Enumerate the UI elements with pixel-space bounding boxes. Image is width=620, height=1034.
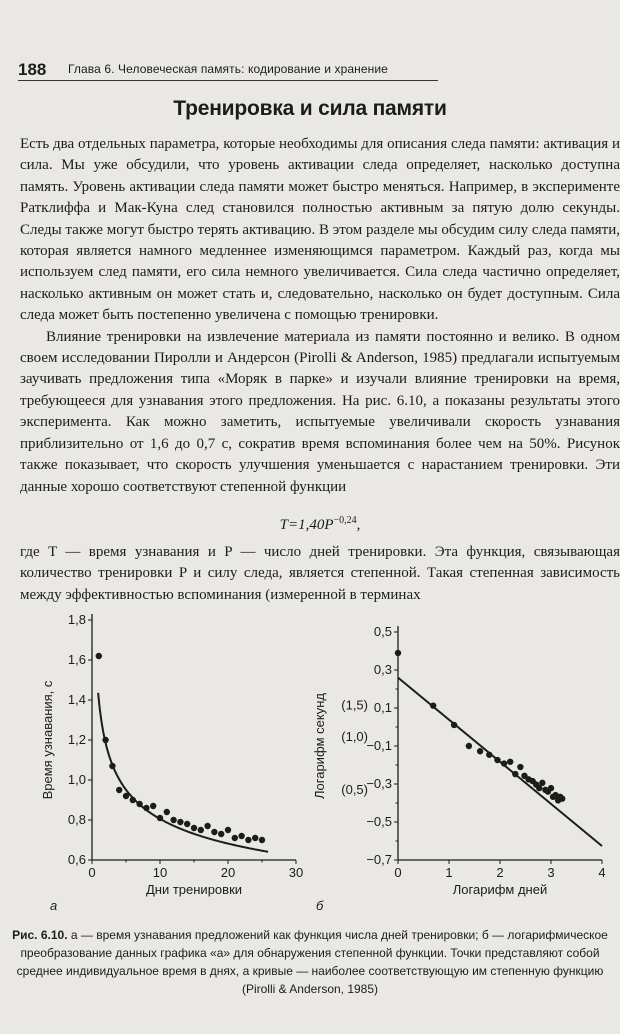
- y-tick-label: 0,1: [373, 700, 392, 715]
- fit-line: [398, 678, 602, 846]
- data-point: [232, 835, 238, 841]
- caption-text: а — время узнавания предложений как функция числа дней тренировки; б — логарифмическое преобразование данных графика «а» для обнаружения степенной функции. Точки представляют собой среднее индивидуальное время в днях, а кривые — наиболее соответствующую им степенную функцию (Pirolli & Anderson, 1985): [16, 928, 608, 996]
- y-tick-label: −0,1: [366, 738, 392, 753]
- y-tick-label: 0,6: [67, 852, 86, 867]
- chart-a: [0, 600, 310, 920]
- panel-b-label: б: [316, 898, 324, 913]
- caption-label: Рис. 6.10.: [12, 928, 68, 942]
- body-text-continued: [20, 542, 620, 606]
- x-tick-label: 2: [496, 865, 504, 880]
- y-secondary-label: (0,5): [341, 781, 368, 797]
- data-point: [477, 748, 483, 754]
- x-tick-label: 3: [547, 865, 555, 880]
- data-point: [559, 795, 565, 801]
- header-rule: [18, 80, 438, 81]
- power-formula: [20, 515, 620, 534]
- y-tick-label: 0,3: [373, 662, 392, 677]
- data-point: [548, 785, 554, 791]
- x-axis-label: Логарифм дней: [452, 882, 548, 897]
- data-point: [204, 823, 210, 829]
- power-curve: [98, 693, 268, 852]
- data-point: [184, 821, 190, 827]
- data-point: [116, 787, 122, 793]
- y-secondary-label: (1,5): [341, 697, 368, 713]
- data-point: [218, 831, 224, 837]
- y-secondary-label: (1,0): [341, 729, 368, 745]
- data-point: [395, 650, 401, 656]
- data-point: [507, 759, 513, 765]
- data-point: [198, 827, 204, 833]
- x-tick-label: 20: [220, 865, 236, 880]
- x-tick-label: 0: [88, 865, 96, 880]
- chapter-title: Глава 6. Человеческая память: кодирование и хранение: [68, 62, 388, 76]
- data-point: [517, 764, 523, 770]
- x-tick-label: 10: [152, 865, 168, 880]
- data-point: [96, 653, 102, 659]
- x-tick-label: 30: [288, 865, 304, 880]
- y-tick-label: −0,5: [366, 814, 392, 829]
- data-point: [539, 780, 545, 786]
- formula-lhs: T=1,40P: [279, 517, 334, 533]
- body-text: [20, 134, 620, 498]
- panel-a-label: а: [50, 898, 58, 913]
- data-point: [238, 833, 244, 839]
- paragraph-3: где T — время узнавания и P — число дней тренировки. Эта функция, связывающая количество тренировки P и силу следа, является степенной. Такая степенная зависимость между эффективностью вспоминания (измеренной в терминах: [20, 544, 620, 603]
- x-tick-label: 1: [445, 865, 453, 880]
- x-tick-label: 0: [394, 865, 402, 880]
- y-tick-label: −0,3: [366, 776, 392, 791]
- paragraph-2: Влияние тренировки на извлечение материала из памяти постоянно и велико. В одном своем исследовании Пиролли и Андерсон (Pirolli & Anderson, 1985) предлагали испытуемым заучивать предложения типа «Моряк в парке» и изучали влияние тренировки на время, требующееся для узнавания этого предложения. На рис. 6.10, а показаны результаты этого эксперимента. Как можно заметить, испытуемые увеличивали скорость узнавания приблизительно от 1,6 до 0,7 с, сократив время вспоминания более чем на 50%. Рисунок также показывает, что скорость улучшения уменьшается с нарастанием тренировки. Эти данные хорошо соответствуют степенной функции: [20, 328, 620, 495]
- data-point: [466, 743, 472, 749]
- chart-b: [310, 600, 620, 920]
- data-point: [170, 817, 176, 823]
- paragraph-1: Есть два отдельных параметра, которые необходимы для описания следа памяти: активация и сила. Мы уже обсудили, что уровень активации следа определяет, насколько доступна память. Уровень активации следа памяти может быстро меняться. Например, в эксперименте Ратклиффа и Мак-Куна след становился полностью активным за пятую долю секунды. Следы также могут быстро терять активацию. В этом разделе мы обсудим силу следа памяти, которая является намного медленнее изменяющимся параметром. Каждый раз, когда мы используем след памяти, его сила немного увеличивается. Сила следа частично определяет, насколько активным он может стать и, следовательно, насколько он будет доступным. Сила следа может быть постепенно увеличена с помощью тренировки.: [20, 136, 620, 324]
- page-number: 188: [18, 60, 47, 79]
- data-point: [259, 837, 265, 843]
- section-title: Тренировка и сила памяти: [173, 97, 447, 120]
- data-point: [191, 825, 197, 831]
- figure-caption: [0, 926, 620, 998]
- data-point: [150, 803, 156, 809]
- data-point: [225, 827, 231, 833]
- formula-exponent: −0,24: [333, 515, 357, 526]
- y-tick-label: 1,8: [67, 612, 86, 627]
- y-tick-label: 0,5: [373, 624, 392, 639]
- y-tick-label: 1,0: [67, 772, 86, 787]
- y-axis-label: Время узнавания, с: [40, 680, 55, 800]
- y-tick-label: 1,4: [67, 692, 86, 707]
- x-tick-label: 4: [598, 865, 606, 880]
- data-point: [177, 819, 183, 825]
- data-point: [164, 809, 170, 815]
- data-point: [245, 837, 251, 843]
- data-point: [252, 835, 258, 841]
- data-point: [211, 829, 217, 835]
- page-header: [18, 58, 620, 82]
- formula-suffix: ,: [356, 517, 361, 533]
- y-tick-label: 1,2: [67, 732, 86, 747]
- x-axis-label: Дни тренировки: [145, 882, 243, 897]
- y-tick-label: 0,8: [67, 812, 86, 827]
- y-tick-label: 1,6: [67, 652, 86, 667]
- y-tick-label: −0,7: [366, 852, 392, 867]
- y-axis-label: Логарифм секунд: [312, 692, 327, 800]
